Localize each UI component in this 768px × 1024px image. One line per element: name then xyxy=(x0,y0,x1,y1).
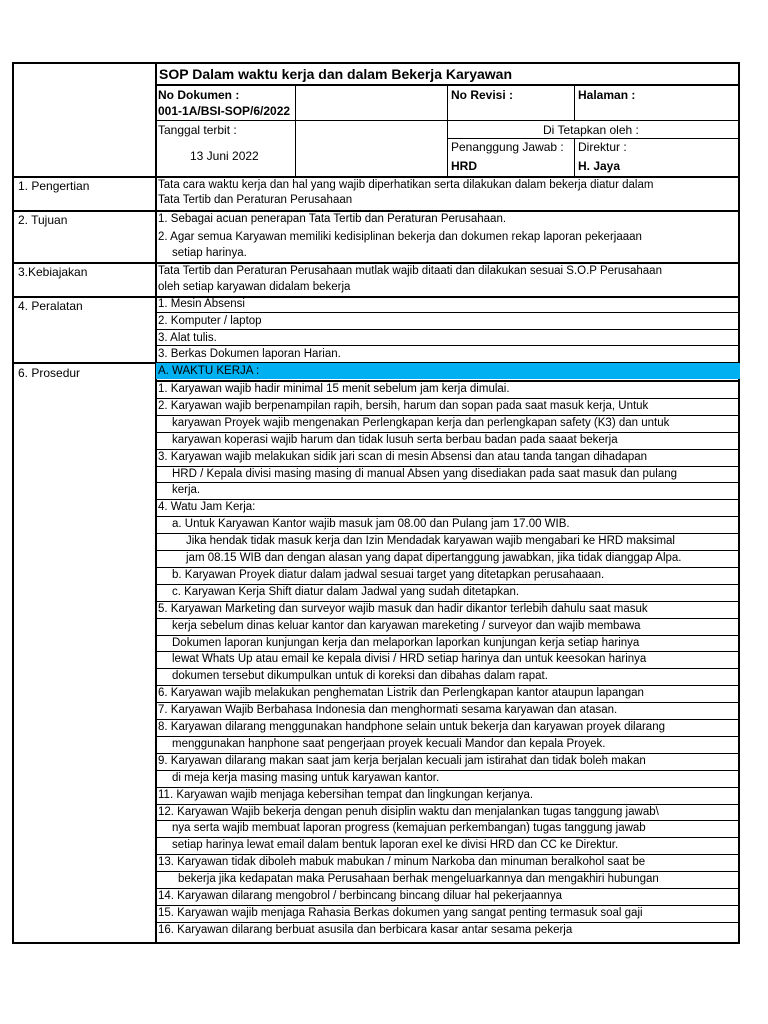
prosedur-line: 4. Watu Jam Kerja: xyxy=(158,501,256,513)
halaman-label: Halaman : xyxy=(578,88,636,102)
prosedur-line: 14. Karyawan dilarang mengobrol / berbincang bincang diluar hal pekerjaannya xyxy=(158,890,563,902)
pj-label: Penanggung Jawab : xyxy=(451,140,564,154)
tujuan-line: 1. Sebagai acuan penerapan Tata Tertib dan Peraturan Perusahaan. xyxy=(158,213,507,225)
header-col-d xyxy=(574,138,575,177)
prosedur-line: Dokumen laporan kunjungan kerja dan melaporkan laporkan kunjungan kerja setiap harinya xyxy=(172,637,640,649)
direktur-value: H. Jaya xyxy=(578,159,621,173)
document-title: SOP Dalam waktu kerja dan dalam Bekerja Karyawan xyxy=(159,66,513,82)
header-col-c xyxy=(574,84,575,120)
prosedur-line: 8. Karyawan dilarang menggunakan handphone selain untuk bekerja dan karyawan proyek dilarang xyxy=(158,721,665,733)
tanggal-value: 13 Juni 2022 xyxy=(190,149,259,163)
prosedur-heading-rule xyxy=(155,380,740,381)
section-label-pengertian: 1. Pengertian xyxy=(18,179,90,193)
kebijakan-line: Tata Tertib dan Peraturan Perusahaan mutlak wajib ditaati dan dilakukan sesuai S.O.P Perusahaan xyxy=(158,265,662,277)
prosedur-line: a. Untuk Karyawan Kantor wajib masuk jam 08.00 dan Pulang jam 17.00 WIB. xyxy=(172,518,570,530)
header-col-a xyxy=(295,84,296,177)
prosedur-line: dokumen tersebut dikumpulkan untuk di koreksi dan dibahas dalam rapat. xyxy=(172,670,548,682)
label-column-divider xyxy=(155,62,157,944)
section-label-kebijakan: 3.Kebiajakan xyxy=(18,265,88,279)
prosedur-line: kerja sebelum dinas keluar kantor dan karyawan mareketing / surveyor dan wajib membawa xyxy=(172,620,641,632)
prosedur-line: lewat Whats Up atau email ke kepala divisi / HRD setiap harinya dan untuk keesokan harinya xyxy=(172,653,647,665)
no-revisi-label: No Revisi : xyxy=(451,88,514,102)
peralatan-item: 1. Mesin Absensi xyxy=(158,298,245,310)
peralatan-rule-2 xyxy=(155,329,740,330)
prosedur-line: 13. Karyawan tidak diboleh mabuk mabukan / minum Narkoba dan minuman beralkohol saat be xyxy=(158,856,646,868)
prosedur-row-rule xyxy=(155,482,740,483)
section-rule-4 xyxy=(12,296,740,298)
prosedur-line: kerja. xyxy=(172,484,201,496)
peralatan-item: 3. Berkas Dokumen laporan Harian. xyxy=(158,348,341,360)
prosedur-line: menggunakan hanphone saat pengerjaan proyek kecuali Mandor dan kepala Proyek. xyxy=(172,738,606,750)
peralatan-rule-3 xyxy=(155,345,740,346)
prosedur-line: 1. Karyawan wajib hadir minimal 15 menit sebelum jam kerja dimulai. xyxy=(158,383,510,395)
prosedur-line: jam 08.15 WIB dan dengan alasan yang dapat dipertanggung jawabkan, jika tidak dianggap Alpa. xyxy=(186,552,682,564)
header-rule-3 xyxy=(447,138,740,139)
pengertian-line: Tata Tertib dan Peraturan Perusahaan xyxy=(158,194,353,206)
tujuan-line: 2. Agar semua Karyawan memiliki kedisiplinan bekerja dan dokumen rekap laporan pekerjaaan xyxy=(158,231,642,243)
prosedur-line: 16. Karyawan dilarang berbuat asusila dan berbicara kasar antar sesama pekerja xyxy=(158,924,573,936)
prosedur-line: 11. Karyawan wajib menjaga kebersihan tempat dan lingkungan kerjanya. xyxy=(158,789,534,801)
pengertian-line: Tata cara waktu kerja dan hal yang wajib diperhatikan serta dilakukan dalam bekerja diatur dalam xyxy=(158,179,654,191)
prosedur-line: karyawan Proyek wajib mengenakan Perlengkapan kerja dan perlengkapan safety (K3) dan untuk xyxy=(172,417,670,429)
prosedur-line: 3. Karyawan wajib melakukan sidik jari scan di mesin Absensi dan atau tanda tangan dihadapan xyxy=(158,451,648,463)
prosedur-line: karyawan koperasi wajib harum dan tidak lusuh serta berbau badan pada saaat bekerja xyxy=(172,434,618,446)
section-label-tujuan: 2. Tujuan xyxy=(18,213,68,227)
prosedur-line: 9. Karyawan dilarang makan saat jam kerja berjalan kecuali jam istirahat dan tidak boleh makan xyxy=(158,755,646,767)
prosedur-line: 12. Karyawan Wajib bekerja dengan penuh disiplin waktu dan menjalankan tugas tanggung jawab\ xyxy=(158,806,659,818)
prosedur-line: c. Karyawan Kerja Shift diatur dalam Jadwal yang sudah ditetapkan. xyxy=(172,586,520,598)
prosedur-line: 6. Karyawan wajib melakukan penghematan Listrik dan Perlengkapan kantor ataupun lapangan xyxy=(158,687,644,699)
tujuan-line: setiap harinya. xyxy=(172,247,247,259)
prosedur-line: 7. Karyawan Wajib Berbahasa Indonesia dan menghormati sesama karyawan dan atasan. xyxy=(158,704,618,716)
prosedur-line: 15. Karyawan wajib menjaga Rahasia Berkas dokumen yang sangat penting termasuk soal gaji xyxy=(158,907,643,919)
prosedur-line: Jika hendak tidak masuk kerja dan Izin Mendadak karyawan wajib mengabari ke HRD maksimal xyxy=(186,535,675,547)
prosedur-line: 2. Karyawan wajib berpenampilan rapih, bersih, harum dan sopan pada saat masuk kerja, Untuk xyxy=(158,400,649,412)
peralatan-rule-1 xyxy=(155,312,740,313)
direktur-label: Direktur : xyxy=(578,140,627,154)
pj-value: HRD xyxy=(451,159,477,173)
prosedur-line: HRD / Kepala divisi masing masing di manual Absen yang disediakan pada saat masuk dan pulang xyxy=(172,468,678,480)
kebijakan-line: oleh setiap karyawan didalam bekerja xyxy=(158,281,351,293)
no-dokumen-value: 001-1A/BSI-SOP/6/2022 xyxy=(158,104,291,118)
ditetapkan-label: Di Tetapkan oleh : xyxy=(543,123,639,137)
prosedur-heading: A. WAKTU KERJA : xyxy=(158,365,260,377)
peralatan-item: 2. Komputer / laptop xyxy=(158,315,262,327)
tanggal-label: Tanggal terbit : xyxy=(158,123,237,137)
section-label-peralatan: 4. Peralatan xyxy=(18,299,83,313)
no-dokumen-label: No Dokumen : xyxy=(158,88,240,102)
section-label-prosedur: 6. Prosedur xyxy=(18,366,81,380)
prosedur-line: bekerja jika kedapatan maka Perusahaan berhak mengeluarkannya dan mengakhiri hubungan xyxy=(178,873,659,885)
prosedur-line: di meja kerja masing masing untuk karyawan kantor. xyxy=(172,772,440,784)
prosedur-line: 5. Karyawan Marketing dan surveyor wajib masuk dan hadir dikantor terlebih dahulu saat masuk xyxy=(158,603,648,615)
prosedur-line: b. Karyawan Proyek diatur dalam jadwal sesuai target yang ditetapkan perusahaaan. xyxy=(172,569,605,581)
prosedur-line: nya serta wajib membuat laporan progress (kemajuan perkembangan) tugas tanggung jawab xyxy=(172,822,646,834)
prosedur-line: setiap harinya lewat email dalam bentuk laporan exel ke divisi HRD dan CC ke Direktur. xyxy=(172,839,619,851)
peralatan-item: 3. Alat tulis. xyxy=(158,332,217,344)
header-col-b xyxy=(447,84,448,177)
